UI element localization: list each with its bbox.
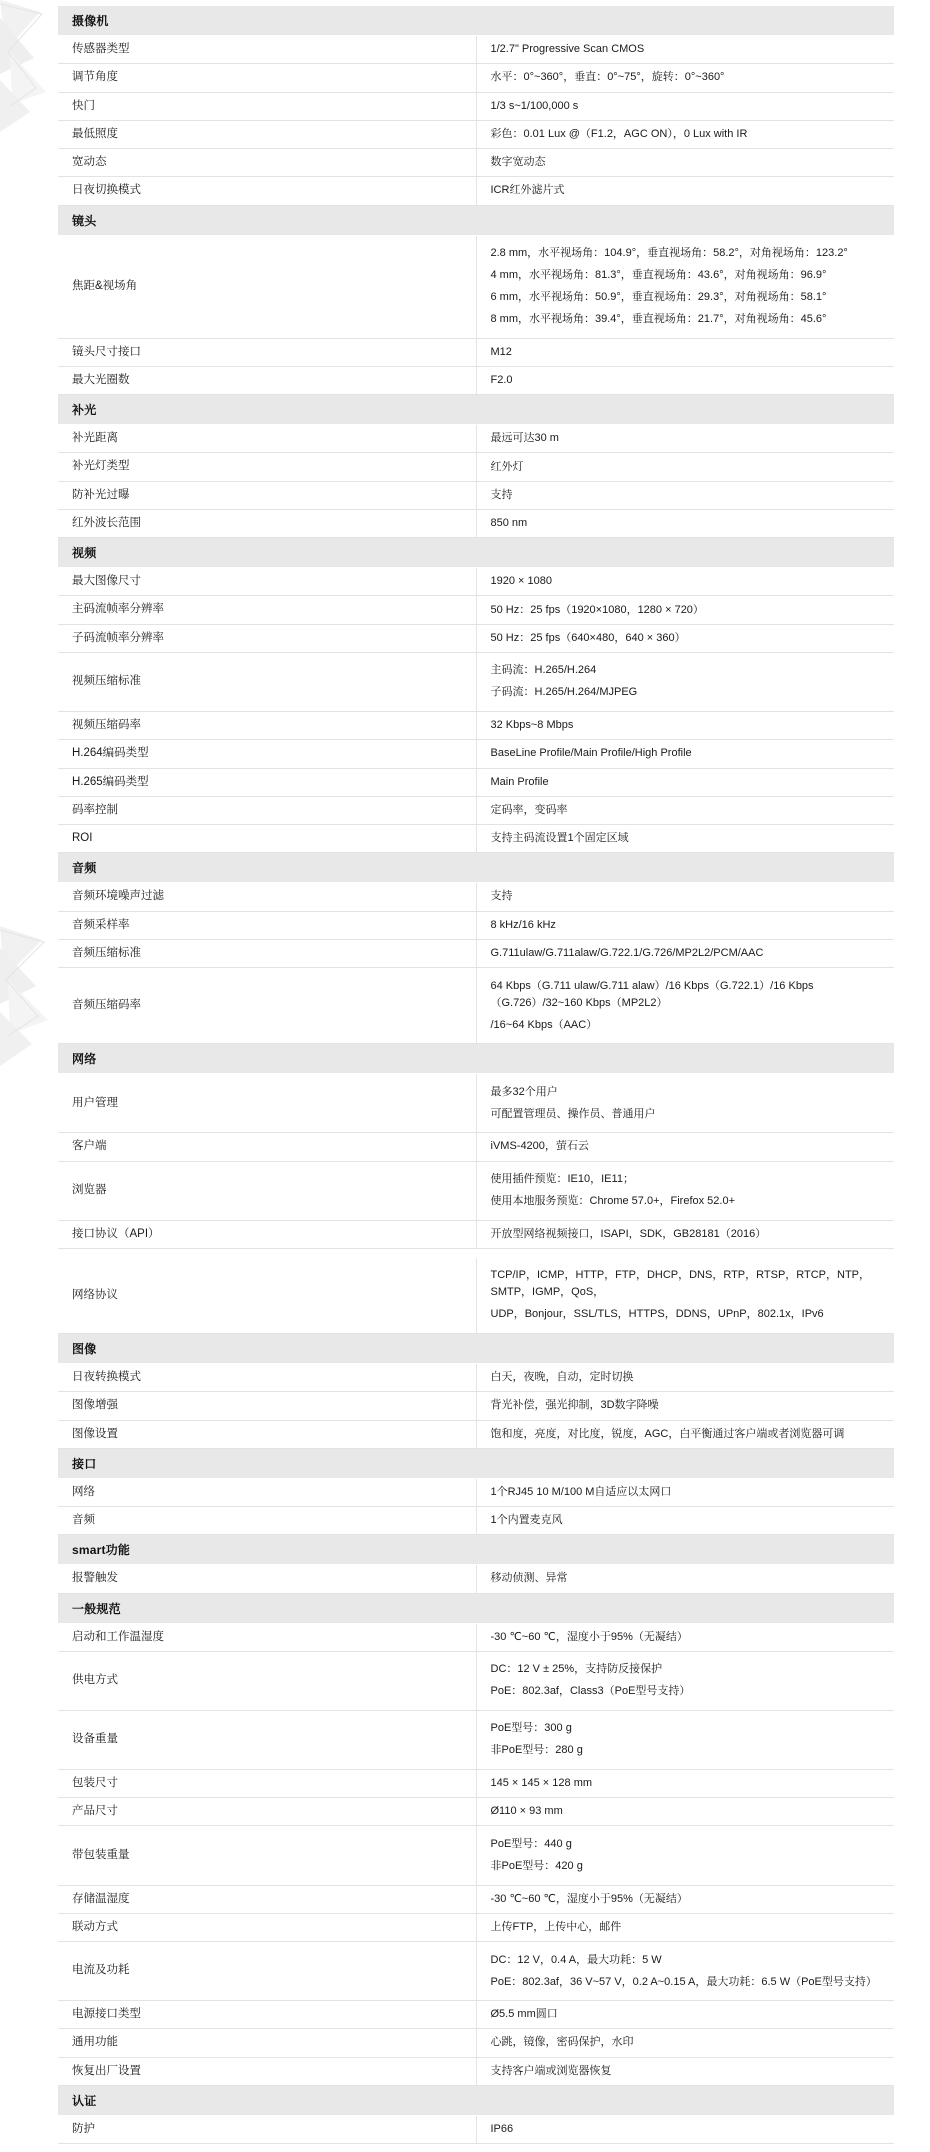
spec-value-line: 上传FTP，上传中心，邮件	[490, 1920, 622, 1933]
spec-row	[58, 425, 894, 453]
spec-key: ROI	[58, 825, 476, 853]
spec-key: 音频压缩码率	[58, 968, 476, 1044]
spec-value-line: ICR红外滤片式	[490, 184, 565, 197]
spec-value	[476, 453, 894, 481]
section-header-row	[58, 1593, 894, 1623]
spec-key: 快门	[58, 92, 476, 120]
spec-key: 音频压缩标准	[58, 939, 476, 967]
spec-row	[58, 1364, 894, 1392]
spec-key: 防护	[58, 2115, 476, 2143]
spec-value	[476, 1507, 894, 1535]
spec-key: 子码流帧率分辨率	[58, 624, 476, 652]
spec-value	[476, 1420, 894, 1448]
spec-key: 视频压缩码率	[58, 712, 476, 740]
spec-key: 音频	[58, 1507, 476, 1535]
spec-row	[58, 509, 894, 537]
section-header-smart: smart功能	[58, 1535, 894, 1565]
spec-value-line: 4 mm，水平视场角：81.3°，垂直视场角：43.6°，对角视场角：96.9°	[490, 269, 827, 282]
section-header-audio: 音频	[58, 853, 894, 883]
spec-row	[58, 338, 894, 366]
spec-value	[476, 2057, 894, 2085]
spec-row	[58, 911, 894, 939]
specification-table	[58, 6, 894, 2144]
spec-value-line: 支持客户端或浏览器恢复	[490, 2064, 612, 2077]
spec-row	[58, 1074, 894, 1133]
spec-row	[58, 453, 894, 481]
spec-value-line: 最多32个用户	[490, 1085, 558, 1098]
spec-value-line: Ø110 × 93 mm	[490, 1805, 563, 1818]
spec-row	[58, 1220, 894, 1248]
spec-row	[58, 1826, 894, 1885]
spec-row	[58, 883, 894, 911]
spec-value-line: 64 Kbps（G.711 ulaw/G.711 alaw）/16 Kbps（G.722.1）/16 Kbps（G.726）/32~160 Kbps（MP2L2）	[490, 979, 814, 1009]
spec-key: 存储温湿度	[58, 1885, 476, 1913]
spec-value	[476, 2001, 894, 2029]
spec-key: 接口协议（API）	[58, 1220, 476, 1248]
spec-value	[476, 1826, 894, 1885]
spec-value-line: 心跳，镜像，密码保护，水印	[490, 2036, 634, 2049]
spec-value-line: 6 mm，水平视场角：50.9°，垂直视场角：29.3°，对角视场角：58.1°	[490, 291, 827, 304]
spec-row	[58, 149, 894, 177]
spec-key: 音频采样率	[58, 911, 476, 939]
spec-value	[476, 149, 894, 177]
spec-value	[476, 1885, 894, 1913]
spec-row	[58, 1769, 894, 1797]
spec-key: H.265编码类型	[58, 768, 476, 796]
spec-row	[58, 1885, 894, 1913]
spec-value-line: G.711ulaw/G.711alaw/G.722.1/G.726/MP2L2/PCM/AAC	[490, 946, 764, 959]
spec-value-line: 50 Hz：25 fps（1920×1080，1280 × 720）	[490, 603, 704, 616]
spec-key: 主码流帧率分辨率	[58, 596, 476, 624]
spec-value-line: 可配置管理员、操作员、普通用户	[490, 1107, 656, 1120]
spec-value	[476, 596, 894, 624]
spec-value	[476, 92, 894, 120]
spec-value	[476, 2029, 894, 2057]
spec-value-line: 彩色：0.01 Lux @（F1.2，AGC ON），0 Lux with IR	[490, 127, 748, 140]
spec-value	[476, 366, 894, 394]
section-header-row	[58, 395, 894, 425]
spec-value	[476, 1623, 894, 1651]
spec-value	[476, 1710, 894, 1769]
section-gap	[58, 1248, 894, 1258]
spec-row	[58, 1507, 894, 1535]
section-header-video: 视频	[58, 538, 894, 568]
spec-value-line: Ø5.5 mm圆口	[490, 2008, 558, 2021]
spec-row	[58, 481, 894, 509]
section-header-network: 网络	[58, 1044, 894, 1074]
section-header-certification: 认证	[58, 2085, 894, 2115]
spec-value	[476, 712, 894, 740]
spec-key: 补光距离	[58, 425, 476, 453]
spec-value	[476, 64, 894, 92]
spec-key: 带包装重量	[58, 1826, 476, 1885]
spec-value-line: PoE型号：300 g	[490, 1722, 572, 1735]
spec-key: 产品尺寸	[58, 1798, 476, 1826]
spec-key: 防补光过曝	[58, 481, 476, 509]
spec-value-line: 支持主码流设置1个固定区域	[490, 832, 629, 845]
spec-row	[58, 1392, 894, 1420]
spec-key: 恢复出厂设置	[58, 2057, 476, 2085]
spec-value-line: 最远可达30 m	[490, 432, 559, 445]
spec-value-line: 支持	[490, 488, 513, 501]
spec-key: 图像设置	[58, 1420, 476, 1448]
spec-key: 调节角度	[58, 64, 476, 92]
spec-row	[58, 36, 894, 64]
spec-key: 宽动态	[58, 149, 476, 177]
spec-row	[58, 939, 894, 967]
spec-key: 报警触发	[58, 1565, 476, 1593]
spec-row	[58, 1651, 894, 1710]
spec-value-line: 1个内置麦克风	[490, 1514, 563, 1527]
spec-value	[476, 1565, 894, 1593]
spec-key: 视频压缩标准	[58, 652, 476, 711]
section-header-row	[58, 205, 894, 235]
spec-key: 供电方式	[58, 1651, 476, 1710]
spec-value	[476, 1942, 894, 2001]
spec-value	[476, 825, 894, 853]
spec-key: 电源接口类型	[58, 2001, 476, 2029]
spec-key: 电流及功耗	[58, 1942, 476, 2001]
spec-value	[476, 36, 894, 64]
spec-value-line: DC：12 V，0.4 A，最大功耗：5 W	[490, 1953, 662, 1966]
spec-value	[476, 1258, 894, 1334]
spec-value	[476, 740, 894, 768]
spec-value-line: 145 × 145 × 128 mm	[490, 1777, 593, 1790]
spec-row	[58, 624, 894, 652]
spec-value-line: 移动侦测、异常	[490, 1572, 568, 1585]
spec-row	[58, 120, 894, 148]
spec-row	[58, 2057, 894, 2085]
spec-value-line: 850 nm	[490, 517, 528, 530]
spec-row	[58, 1161, 894, 1220]
spec-value-line: 8 kHz/16 kHz	[490, 918, 556, 931]
spec-value	[476, 624, 894, 652]
spec-value	[476, 1074, 894, 1133]
spec-value	[476, 177, 894, 205]
spec-value	[476, 509, 894, 537]
spec-value	[476, 1161, 894, 1220]
spec-row	[58, 740, 894, 768]
spec-row	[58, 1710, 894, 1769]
spec-value-line: 背光补偿，强光抑制，3D数字降噪	[490, 1399, 659, 1412]
spec-key: 网络协议	[58, 1258, 476, 1334]
spec-value-line: iVMS-4200，萤石云	[490, 1140, 589, 1153]
spec-value-line: 2.8 mm，水平视场角：104.9°，垂直视场角：58.2°，对角视场角：123.2°	[490, 247, 848, 259]
spec-value	[476, 2115, 894, 2143]
section-header-interface: 接口	[58, 1448, 894, 1478]
section-gap-cell	[58, 1248, 894, 1258]
spec-value-line: 开放型网络视频接口，ISAPI，SDK，GB28181（2016）	[490, 1227, 767, 1240]
section-header-row	[58, 1044, 894, 1074]
spec-value	[476, 1220, 894, 1248]
spec-row	[58, 1565, 894, 1593]
spec-value	[476, 120, 894, 148]
spec-value	[476, 1133, 894, 1161]
spec-key: 传感器类型	[58, 36, 476, 64]
spec-value	[476, 768, 894, 796]
spec-value	[476, 968, 894, 1044]
section-header-row	[58, 538, 894, 568]
spec-key: 网络	[58, 1478, 476, 1506]
spec-value-line: BaseLine Profile/Main Profile/High Profile	[490, 747, 692, 760]
spec-value-line: F2.0	[490, 374, 513, 387]
spec-value-line: PoE：802.3af，36 V~57 V，0.2 A~0.15 A，最大功耗：6.5 W（PoE型号支持）	[490, 1975, 877, 1988]
spec-value-line: 水平：0°~360°，垂直：0°~75°，旋转：0°~360°	[490, 71, 725, 84]
spec-row	[58, 1478, 894, 1506]
section-header-camera: 摄像机	[58, 6, 894, 36]
spec-value	[476, 1798, 894, 1826]
specification-table-body	[58, 6, 894, 2144]
spec-value	[476, 1364, 894, 1392]
spec-value-line: TCP/IP，ICMP，HTTP，FTP，DHCP，DNS，RTP，RTSP，RTCP，NTP，SMTP，IGMP，QoS，	[490, 1269, 871, 1299]
spec-key: 补光灯类型	[58, 453, 476, 481]
spec-value-line: PoE型号：440 g	[490, 1837, 572, 1850]
spec-value-line: 使用插件预览：IE10，IE11；	[490, 1173, 634, 1186]
spec-row	[58, 825, 894, 853]
spec-row	[58, 1913, 894, 1941]
spec-row	[58, 1133, 894, 1161]
spec-row	[58, 1623, 894, 1651]
spec-row	[58, 768, 894, 796]
spec-row	[58, 796, 894, 824]
spec-value	[476, 652, 894, 711]
spec-value	[476, 1651, 894, 1710]
spec-value-line: 非PoE型号：280 g	[490, 1744, 583, 1757]
spec-row	[58, 177, 894, 205]
spec-key: 焦距&视场角	[58, 235, 476, 338]
section-header-illumination: 补光	[58, 395, 894, 425]
section-header-row	[58, 2085, 894, 2115]
spec-value-line: M12	[490, 345, 512, 358]
spec-row	[58, 2115, 894, 2143]
spec-value-line: 1/2.7" Progressive Scan CMOS	[490, 43, 645, 56]
spec-key: 红外波长范围	[58, 509, 476, 537]
section-header-general: 一般规范	[58, 1593, 894, 1623]
spec-key: 浏览器	[58, 1161, 476, 1220]
spec-value-line: 非PoE型号：420 g	[490, 1859, 583, 1872]
spec-value-line: Main Profile	[490, 775, 549, 788]
spec-row	[58, 652, 894, 711]
spec-row	[58, 235, 894, 338]
spec-value-line: 主码流：H.265/H.264	[490, 664, 597, 677]
section-header-row	[58, 1535, 894, 1565]
spec-key: 设备重量	[58, 1710, 476, 1769]
spec-value-line: 1/3 s~1/100,000 s	[490, 99, 579, 112]
spec-value	[476, 1478, 894, 1506]
section-header-row	[58, 6, 894, 36]
spec-key: 音频环境噪声过滤	[58, 883, 476, 911]
spec-key: 日夜切换模式	[58, 177, 476, 205]
spec-key: 包装尺寸	[58, 1769, 476, 1797]
spec-key: 最大光圈数	[58, 366, 476, 394]
spec-value	[476, 425, 894, 453]
spec-value	[476, 1913, 894, 1941]
spec-value-line: 数字宽动态	[490, 156, 546, 169]
spec-value	[476, 911, 894, 939]
spec-value	[476, 796, 894, 824]
spec-value-line: PoE：802.3af，Class3（PoE型号支持）	[490, 1685, 691, 1698]
section-header-row	[58, 853, 894, 883]
spec-value-line: 1个RJ45 10 M/100 M自适应以太网口	[490, 1485, 672, 1498]
spec-value-line: IP66	[490, 2122, 514, 2135]
section-header-lens: 镜头	[58, 205, 894, 235]
spec-value-line: UDP，Bonjour，SSL/TLS，HTTPS，DDNS，UPnP，802.1x，IPv6	[490, 1308, 824, 1321]
spec-value-line: 子码流：H.265/H.264/MJPEG	[490, 686, 638, 699]
spec-row	[58, 92, 894, 120]
spec-value	[476, 338, 894, 366]
spec-value-line: 饱和度，亮度，对比度，锐度，AGC，白平衡通过客户端或者浏览器可调	[490, 1427, 845, 1440]
spec-key: H.264编码类型	[58, 740, 476, 768]
spec-value-line: 白天，夜晚，自动，定时切换	[490, 1371, 634, 1384]
spec-key: 客户端	[58, 1133, 476, 1161]
section-header-row	[58, 1334, 894, 1364]
spec-value	[476, 883, 894, 911]
spec-value-line: 支持	[490, 890, 513, 903]
spec-value-line: -30 ℃~60 ℃，湿度小于95%（无凝结）	[490, 1630, 688, 1643]
spec-key: 通用功能	[58, 2029, 476, 2057]
spec-row	[58, 968, 894, 1044]
spec-value	[476, 939, 894, 967]
spec-value	[476, 235, 894, 338]
section-header-row	[58, 1448, 894, 1478]
spec-key: 码率控制	[58, 796, 476, 824]
spec-key: 用户管理	[58, 1074, 476, 1133]
spec-key: 联动方式	[58, 1913, 476, 1941]
spec-key: 启动和工作温湿度	[58, 1623, 476, 1651]
spec-row	[58, 712, 894, 740]
spec-value-line: 50 Hz：25 fps（640×480，640 × 360）	[490, 631, 686, 644]
spec-key: 日夜转换模式	[58, 1364, 476, 1392]
spec-value	[476, 568, 894, 596]
spec-row	[58, 2029, 894, 2057]
spec-row	[58, 1420, 894, 1448]
spec-value-line: /16~64 Kbps（AAC）	[490, 1018, 598, 1031]
spec-value-line: 红外灯	[490, 460, 524, 473]
section-header-image: 图像	[58, 1334, 894, 1364]
spec-value-line: DC：12 V ± 25%，支持防反接保护	[490, 1663, 663, 1676]
spec-row	[58, 1798, 894, 1826]
spec-row	[58, 1258, 894, 1334]
spec-key: 镜头尺寸接口	[58, 338, 476, 366]
spec-value-line: 1920 × 1080	[490, 575, 552, 588]
spec-key: 最大图像尺寸	[58, 568, 476, 596]
spec-row	[58, 596, 894, 624]
spec-row	[58, 64, 894, 92]
spec-key: 最低照度	[58, 120, 476, 148]
spec-row	[58, 366, 894, 394]
spec-row	[58, 568, 894, 596]
spec-value-line: 使用本地服务预览：Chrome 57.0+，Firefox 52.0+	[490, 1195, 736, 1208]
spec-value	[476, 481, 894, 509]
spec-value-line: 8 mm，水平视场角：39.4°，垂直视场角：21.7°，对角视场角：45.6°	[490, 313, 827, 326]
spec-value	[476, 1769, 894, 1797]
spec-row	[58, 2001, 894, 2029]
spec-value-line: 定码率，变码率	[490, 803, 568, 816]
spec-value-line: 32 Kbps~8 Mbps	[490, 719, 574, 732]
spec-value-line: -30 ℃~60 ℃，湿度小于95%（无凝结）	[490, 1892, 688, 1905]
spec-value	[476, 1392, 894, 1420]
spec-row	[58, 1942, 894, 2001]
spec-key: 图像增强	[58, 1392, 476, 1420]
